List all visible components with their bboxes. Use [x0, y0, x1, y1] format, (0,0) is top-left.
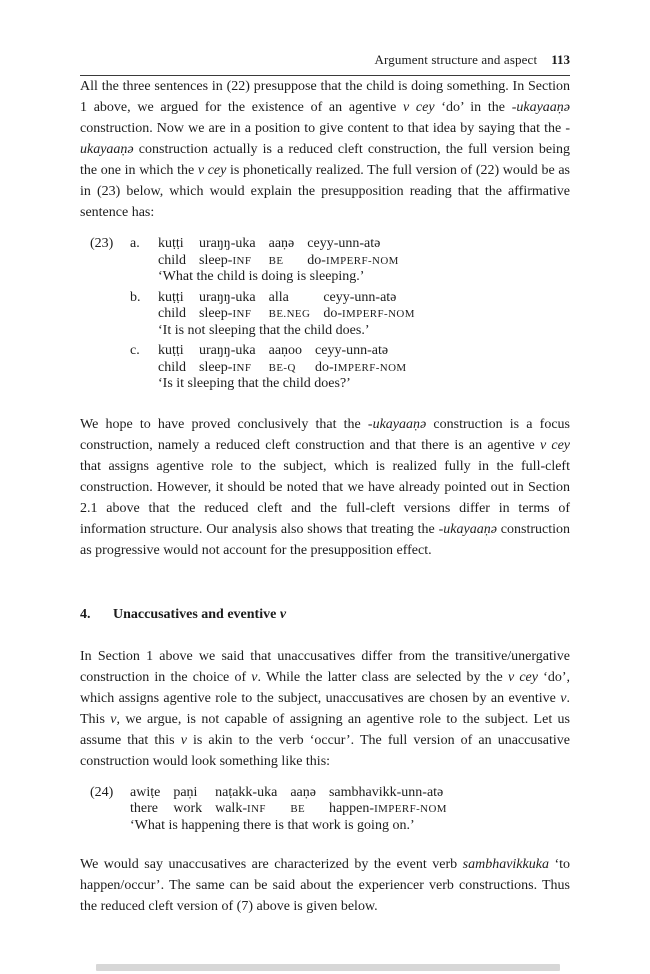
source-word: kuṭṭi	[158, 289, 184, 305]
gloss-line	[130, 801, 460, 818]
gloss-word: work	[173, 801, 203, 816]
interlinear-gloss	[158, 343, 420, 376]
gloss-line	[158, 360, 420, 377]
gloss-word: BE	[268, 254, 284, 267]
page-header	[80, 0, 570, 76]
example-item-list	[130, 236, 428, 397]
source-word: naṭakk-uka	[215, 784, 278, 800]
source-word: aaṇoo	[268, 343, 303, 358]
example-item-c	[130, 343, 428, 396]
gloss-word: do-IMPERF-NOM	[323, 306, 415, 321]
interlinear-gloss	[158, 290, 428, 323]
gloss-line	[158, 253, 412, 270]
source-word: alla	[268, 289, 289, 305]
source-word: kuṭṭi	[158, 236, 184, 251]
gloss-word: walk-INF	[215, 801, 266, 816]
gloss-word: BE	[290, 803, 306, 815]
paragraph-intro: All the three sentences in (22) presuppose that the child is doing something. In Section 1 above, we argued for the existence of an agentive v cey ‘do’ in the -ukayaaṇə construction. Now we are in a position to give content to that idea by saying that the -ukayaaṇə construction actually is a reduced cleft construction, the full version being the one in which the v cey is phonetically realized. The full version of (22) would be as in (23) below, which would explain the presupposition reading that the affirmative sentence has:	[80, 79, 571, 220]
translation-line: ‘It is not sleeping that the child does.’	[158, 322, 370, 338]
source-line	[158, 343, 420, 360]
gloss-line	[158, 306, 428, 323]
interlinear-gloss	[158, 236, 412, 269]
gloss-word: child	[158, 252, 186, 268]
example-item-content	[158, 236, 412, 289]
paragraph-discussion: We hope to have proved conclusively that the -ukayaaṇə construction is a focus construction, namely a reduced cleft construction and that there is an agentive v cey that assigns agentive role to the subject, which is realized fully in the full-cleft construction. However, it should be noted that we have already pointed out in Section 2.1 above that the reduced cleft and the full-cleft versions differ in terms of information structure. Our analysis also shows that treating the -ukayaaṇə construction as progressive would not account for the presupposition effect.	[80, 416, 570, 558]
section-title: Unaccusatives and eventive v	[113, 606, 287, 622]
gloss-word: happen-IMPERF-NOM	[328, 801, 447, 816]
example-number: (23)	[90, 236, 114, 251]
source-word: uraŋŋ-uka	[199, 236, 256, 251]
interlinear-gloss	[130, 785, 460, 818]
example-24	[90, 785, 570, 838]
example-item-label: a.	[130, 236, 140, 251]
source-word: aaṇə	[290, 784, 316, 800]
gloss-word: sleep-INF	[199, 306, 252, 321]
gloss-word: sleep-INF	[199, 252, 252, 268]
example-number: (24)	[90, 784, 114, 800]
page-number: 113	[551, 52, 570, 67]
example-item-content	[158, 343, 420, 396]
source-word: paṇi	[173, 784, 198, 800]
example-23	[90, 236, 570, 397]
paragraph-closing: We would say unaccusatives are characterized by the event verb sambhavikkuka ‘to happen/occur’. The same can be said about the experiencer verb constructions. Thus the reduced cleft version of (7) above is given below.	[80, 857, 570, 914]
gloss-word: child	[158, 306, 186, 321]
source-word: ceyy-unn-atə	[323, 289, 397, 305]
source-word: aaṇə	[268, 236, 295, 251]
page-edge-shadow	[96, 964, 560, 971]
translation-line: ‘Is it sleeping that the child does?’	[158, 376, 351, 391]
example-item-label: b.	[130, 289, 141, 305]
example-item-label: c.	[130, 343, 140, 358]
example-item-a	[130, 236, 428, 289]
source-word: sambhavikk-unn-atə	[328, 784, 444, 800]
source-word: kuṭṭi	[158, 343, 184, 358]
example-item-content	[158, 290, 428, 343]
gloss-word: do-IMPERF-NOM	[315, 359, 407, 375]
gloss-word: do-IMPERF-NOM	[307, 252, 399, 268]
gloss-word: there	[130, 801, 158, 816]
source-word: uraŋŋ-uka	[199, 289, 256, 305]
example-item-content	[130, 785, 460, 838]
gloss-word: child	[158, 359, 186, 375]
gloss-word: BE.NEG	[268, 308, 311, 320]
running-title: Argument structure and aspect	[374, 52, 538, 67]
paragraph-unaccusatives: In Section 1 above we said that unaccusatives differ from the transitive/unergative construction in the choice of v. While the latter class are selected by the v cey ‘do’, which assigns agentive role to the subject, unaccusatives are chosen by an eventive v. This v, we argue, is not capable of assigning an agentive role to the subject. Let us assume that this v is akin to the verb ‘occur’. The full version of an unaccusative construction would look something like this:	[80, 648, 571, 769]
section-number: 4.	[80, 606, 91, 622]
section-heading	[80, 607, 570, 623]
source-word: uraŋŋ-uka	[199, 343, 256, 358]
example-item-b	[130, 290, 428, 343]
gloss-word: BE-Q	[268, 361, 296, 374]
translation-line: ‘What the child is doing is sleeping.’	[158, 269, 365, 284]
source-word: awiṭe	[130, 784, 161, 800]
source-word: ceyy-unn-atə	[307, 236, 381, 251]
gloss-word: sleep-INF	[199, 359, 252, 375]
source-line	[158, 236, 412, 253]
source-word: ceyy-unn-atə	[315, 343, 389, 358]
source-line	[158, 290, 428, 307]
translation-line: ‘What is happening there is that work is going on.’	[130, 817, 415, 833]
source-line	[130, 785, 460, 802]
